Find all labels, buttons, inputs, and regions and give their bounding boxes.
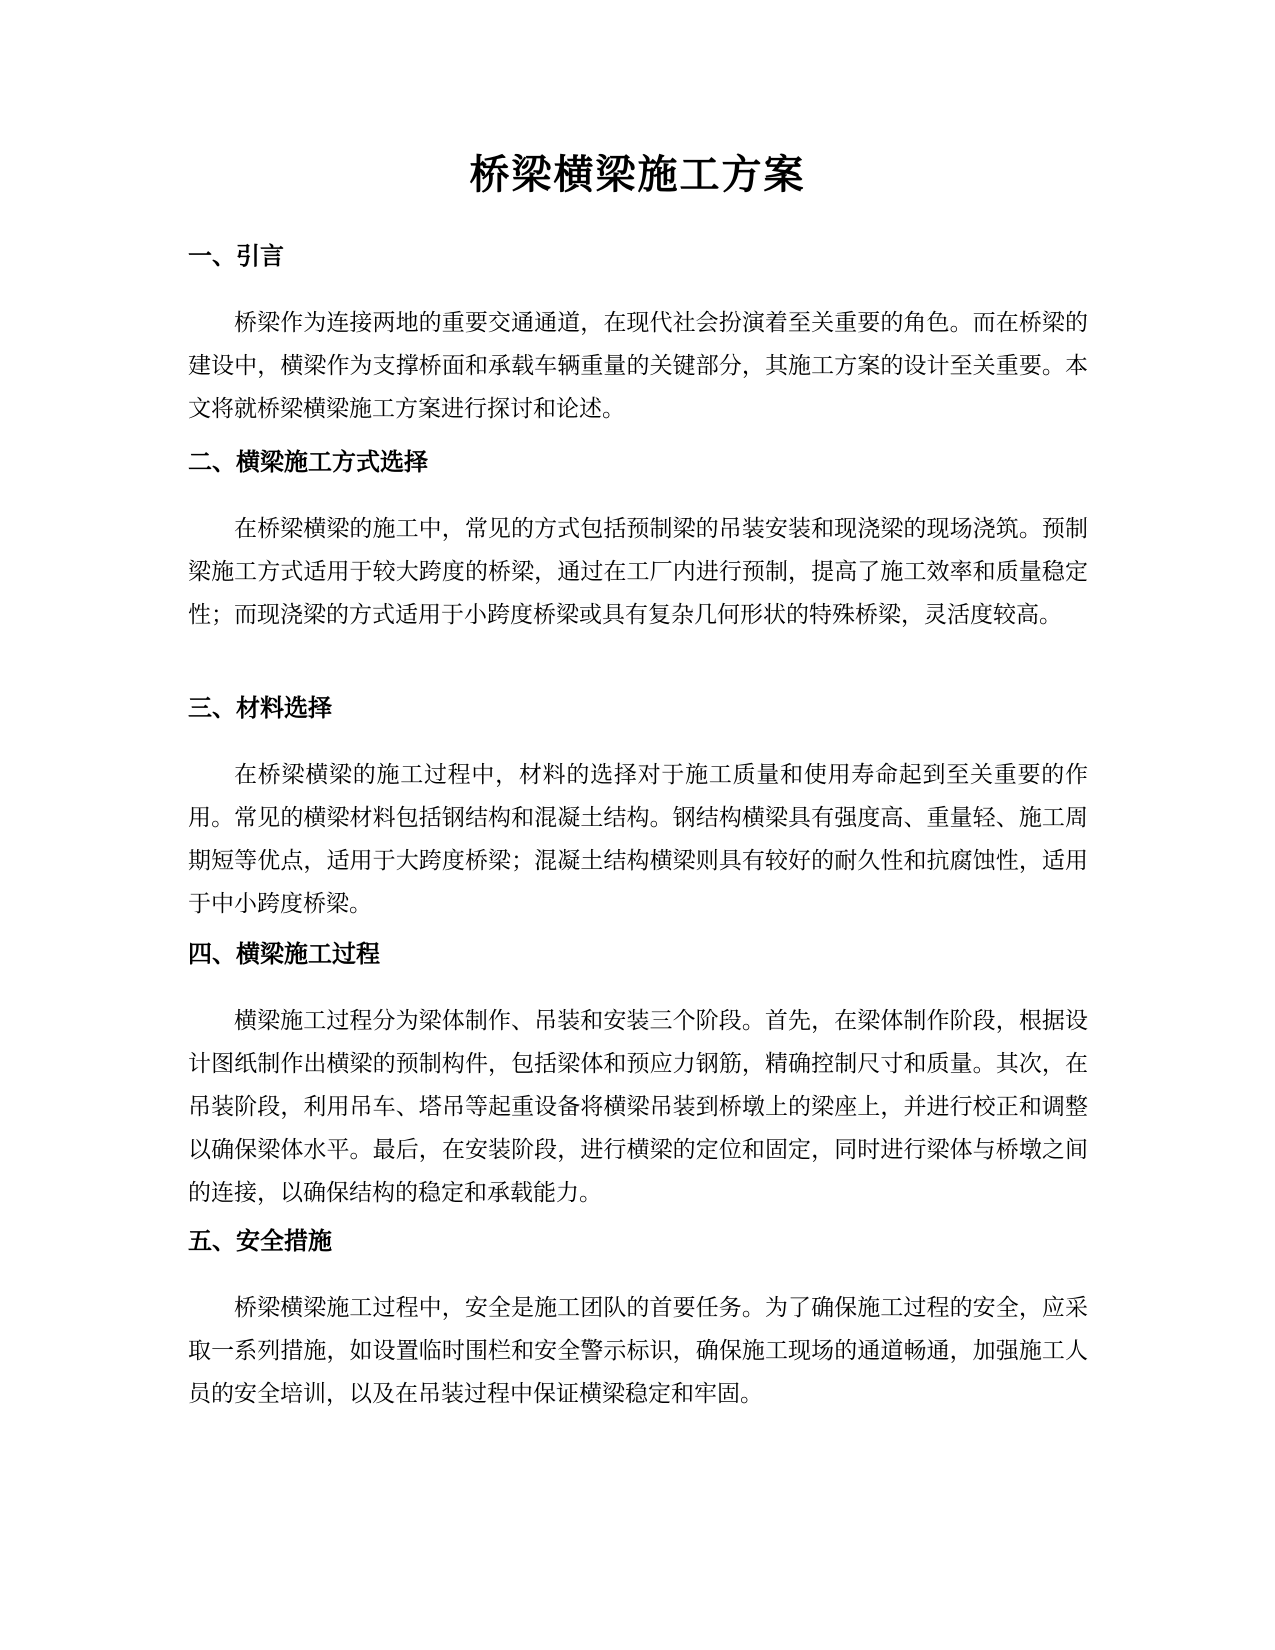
section-heading: 二、横梁施工方式选择	[188, 448, 428, 476]
section-material-selection	[188, 692, 1088, 926]
section-paragraph: 横梁施工过程分为梁体制作、吊装和安装三个阶段。首先，在梁体制作阶段，根据设计图纸制作出横梁的预制构件，包括梁体和预应力钢筋，精确控制尺寸和质量。其次，在吊装阶段，利用吊车、塔吊等起重设备将横梁吊装到桥墩上的梁座上，并进行校正和调整以确保梁体水平。最后，在安装阶段，进行横梁的定位和固定，同时进行梁体与桥墩之间的连接，以确保结构的稳定和承载能力。	[188, 1008, 1088, 1206]
section-paragraph: 桥梁横梁施工过程中，安全是施工团队的首要任务。为了确保施工过程的安全，应采取一系列措施，如设置临时围栏和安全警示标识，确保施工现场的通道畅通，加强施工人员的安全培训，以及在吊装过程中保证横梁稳定和牢固。	[188, 1295, 1088, 1407]
section-paragraph: 在桥梁横梁的施工中，常见的方式包括预制梁的吊装安装和现浇梁的现场浇筑。预制梁施工方式适用于较大跨度的桥梁，通过在工厂内进行预制，提高了施工效率和质量稳定性；而现浇梁的方式适用于小跨度桥梁或具有复杂几何形状的特殊桥梁，灵活度较高。	[188, 516, 1088, 628]
section-construction-process	[188, 938, 1088, 1215]
section-safety-measures	[188, 1225, 1088, 1416]
section-heading: 五、安全措施	[188, 1227, 332, 1255]
section-heading: 一、引言	[188, 242, 284, 270]
section-paragraph: 桥梁作为连接两地的重要交通通道，在现代社会扮演着至关重要的角色。而在桥梁的建设中，横梁作为支撑桥面和承载车辆重量的关键部分，其施工方案的设计至关重要。本文将就桥梁横梁施工方案进行探讨和论述。	[188, 310, 1088, 422]
document-title: 桥梁横梁施工方案	[469, 152, 806, 198]
section-introduction	[188, 240, 1088, 431]
section-paragraph: 在桥梁横梁的施工过程中，材料的选择对于施工质量和使用寿命起到至关重要的作用。常见的横梁材料包括钢结构和混凝土结构。钢结构横梁具有强度高、重量轻、施工周期短等优点，适用于大跨度桥梁；混凝土结构横梁则具有较好的耐久性和抗腐蚀性，适用于中小跨度桥梁。	[188, 762, 1088, 917]
section-heading: 四、横梁施工过程	[188, 940, 380, 968]
section-heading: 三、材料选择	[188, 694, 332, 722]
section-construction-method	[188, 446, 1088, 637]
